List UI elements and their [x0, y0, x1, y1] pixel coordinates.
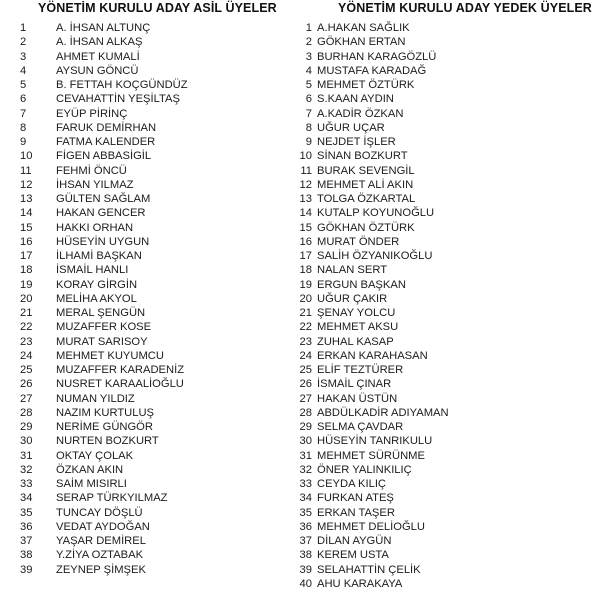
member-number: 6 [305, 93, 312, 106]
primary-member-row [20, 78, 188, 92]
member-number: 17 [20, 250, 33, 262]
member-number: 37 [20, 535, 33, 547]
member-number: 5 [305, 79, 312, 91]
member-number: 32 [20, 463, 33, 476]
primary-member-row [20, 50, 188, 64]
member-name: NALAN SERT [317, 264, 388, 277]
member-name: VEDAT AYDOĞAN [56, 520, 150, 533]
primary-member-row [20, 449, 188, 463]
member-number: 7 [305, 107, 312, 120]
member-number: 35 [20, 506, 33, 519]
substitute-member-row [296, 164, 449, 178]
member-name: A.KADİR ÖZKAN [317, 107, 404, 120]
primary-member-row [20, 420, 188, 434]
member-name: MEHMET SÜRÜNME [317, 449, 425, 462]
member-name: GÖKHAN ÖZTÜRK [317, 221, 415, 234]
member-number: 11 [300, 164, 312, 177]
member-name: BURHAN KARAGÖZLÜ [317, 50, 437, 63]
substitute-member-row [296, 221, 449, 235]
primary-member-row [20, 548, 188, 562]
substitute-member-row [296, 192, 449, 206]
substitute-member-row [296, 21, 449, 35]
member-number: 8 [20, 121, 27, 134]
member-name: MEHMET DELİOĞLU [317, 520, 425, 533]
substitute-member-row [296, 420, 449, 434]
substitute-members-heading: YÖNETİM KURULU ADAY YEDEK ÜYELER [338, 1, 592, 15]
substitute-member-row [296, 149, 449, 163]
member-name: OKTAY ÇOLAK [56, 449, 134, 462]
substitute-member-row [296, 520, 449, 534]
primary-member-row [20, 463, 188, 477]
member-name: TUNCAY DÖŞLÜ [56, 506, 143, 519]
substitute-member-row [296, 292, 449, 306]
substitute-member-row [296, 121, 449, 135]
member-number: 4 [305, 64, 312, 77]
member-number: 13 [299, 193, 312, 205]
member-number: 27 [299, 392, 312, 405]
member-number: 1 [20, 22, 27, 34]
member-name: AHU KARAKAYA [317, 577, 403, 590]
member-number: 7 [20, 107, 27, 120]
member-name: NERİME GÜNGÖR [56, 421, 153, 433]
member-number: 34 [299, 492, 312, 505]
member-number: 34 [20, 492, 33, 505]
member-name: EYÜP PİRİNÇ [56, 107, 128, 120]
member-name: ÖZKAN AKIN [56, 463, 124, 476]
member-name: FİGEN ABBASİGİL [56, 150, 152, 163]
member-number: 31 [299, 449, 312, 462]
member-name: ŞENAY YOLCU [317, 307, 396, 319]
primary-member-row [20, 363, 188, 377]
primary-member-row [20, 434, 188, 448]
primary-member-row [20, 64, 188, 78]
primary-member-row [20, 563, 188, 577]
substitute-member-row [296, 278, 449, 292]
member-name: NEJDET İŞLER [317, 136, 396, 148]
substitute-member-row [296, 563, 449, 577]
member-number: 20 [20, 292, 33, 305]
substitute-member-row [296, 178, 449, 192]
substitute-member-row [296, 306, 449, 320]
primary-member-row [20, 107, 188, 121]
member-number: 14 [299, 207, 312, 220]
member-number: 30 [20, 435, 33, 448]
member-number: 15 [299, 221, 312, 234]
member-number: 12 [299, 178, 312, 191]
member-name: KEREM USTA [317, 549, 389, 562]
primary-member-row [20, 135, 188, 149]
member-name: NURTEN BOZKURT [56, 435, 159, 448]
member-number: 4 [20, 64, 27, 77]
member-name: DİLAN AYGÜN [317, 535, 392, 547]
member-name: MERAL ŞENGÜN [56, 307, 146, 319]
member-number: 33 [20, 478, 33, 490]
member-number: 23 [20, 335, 33, 348]
member-number: 39 [20, 563, 33, 576]
member-name: KUTALP KOYUNOĞLU [317, 207, 435, 220]
member-number: 10 [20, 150, 33, 163]
primary-member-row [20, 506, 188, 520]
member-name: ZEYNEP ŞİMŞEK [56, 563, 146, 576]
member-name: A.HAKAN SAĞLIK [317, 22, 410, 34]
substitute-member-row [296, 491, 449, 505]
member-number: 14 [20, 207, 33, 220]
substitute-member-row [296, 320, 449, 334]
member-name: MURAT ÖNDER [317, 235, 400, 248]
primary-member-row [20, 278, 188, 292]
primary-member-row [20, 149, 188, 163]
member-name: SELAHATTİN ÇELİK [317, 563, 421, 576]
member-number: 38 [20, 549, 33, 562]
substitute-member-row [296, 335, 449, 349]
primary-member-row [20, 491, 188, 505]
member-number: 3 [305, 50, 312, 63]
member-number: 36 [299, 520, 312, 533]
substitute-member-row [296, 92, 449, 106]
substitute-member-row [296, 406, 449, 420]
member-number: 26 [20, 378, 33, 391]
member-name: MEHMET ÖZTÜRK [317, 79, 415, 91]
member-name: B. FETTAH KOÇGÜNDÜZ [56, 79, 188, 91]
member-name: ELİF TEZTÜRER [317, 364, 404, 376]
primary-member-row [20, 263, 188, 277]
member-name: A. İHSAN ALKAŞ [56, 36, 143, 49]
substitute-member-row [296, 463, 449, 477]
member-name: FARUK DEMİRHAN [56, 121, 157, 134]
member-name: UĞUR ÇAKIR [317, 292, 388, 305]
member-number: 18 [299, 264, 312, 277]
substitute-member-row [296, 363, 449, 377]
member-number: 24 [20, 349, 33, 362]
substitute-member-row [296, 577, 449, 591]
member-number: 25 [20, 364, 33, 376]
member-name: İLHAMİ BAŞKAN [56, 250, 142, 262]
member-name: Y.ZİYA OZTABAK [56, 549, 144, 562]
primary-member-row [20, 121, 188, 135]
member-name: ERKAN TAŞER [317, 506, 395, 519]
primary-member-row [20, 21, 188, 35]
member-name: ÖNER YALINKILIÇ [317, 463, 412, 476]
member-number: 6 [20, 93, 27, 106]
member-name: GÖKHAN ERTAN [317, 36, 406, 49]
member-number: 2 [305, 36, 312, 49]
member-number: 23 [299, 335, 312, 348]
member-number: 2 [20, 36, 27, 49]
member-number: 5 [20, 79, 27, 91]
member-name: FATMA KALENDER [56, 136, 156, 148]
substitute-member-row [296, 548, 449, 562]
member-number: 16 [20, 235, 33, 248]
primary-member-row [20, 306, 188, 320]
member-name: MELİHA AKYOL [56, 292, 137, 305]
member-number: 31 [20, 449, 33, 462]
member-number: 15 [20, 221, 33, 234]
member-name: NAZIM KURTULUŞ [56, 406, 155, 419]
member-name: İSMAİL ÇINAR [317, 378, 392, 391]
substitute-member-row [296, 506, 449, 520]
substitute-member-row [296, 235, 449, 249]
member-name: NUSRET KARAALİOĞLU [56, 378, 184, 391]
member-name: MURAT SARISOY [56, 335, 148, 348]
member-name: İSMAİL HANLI [56, 264, 129, 277]
substitute-member-row [296, 206, 449, 220]
substitute-member-row [296, 449, 449, 463]
member-name: HAKKI ORHAN [56, 221, 134, 234]
member-number: 21 [299, 307, 312, 319]
member-name: CEYDA KILIÇ [317, 478, 387, 490]
primary-member-row [20, 392, 188, 406]
primary-member-row [20, 349, 188, 363]
member-number: 9 [20, 136, 27, 148]
member-number: 40 [299, 577, 312, 590]
primary-member-row [20, 92, 188, 106]
member-name: KORAY GİRGİN [56, 278, 138, 291]
member-number: 38 [299, 549, 312, 562]
member-name: AHMET KUMALİ [56, 50, 140, 63]
member-name: SERAP TÜRKYILMAZ [56, 492, 168, 505]
member-name: UĞUR UÇAR [317, 121, 385, 134]
member-number: 29 [299, 421, 312, 433]
member-number: 18 [20, 264, 33, 277]
member-number: 13 [20, 193, 33, 205]
member-number: 30 [299, 435, 312, 448]
member-name: MUSTAFA KARADAĞ [317, 64, 427, 77]
member-name: MEHMET AKSU [317, 321, 399, 334]
member-number: 22 [299, 321, 312, 334]
primary-members-heading: YÖNETİM KURULU ADAY ASİL ÜYELER [38, 1, 277, 15]
primary-member-row [20, 178, 188, 192]
member-name: CEVAHATTİN YEŞİLTAŞ [56, 93, 180, 106]
member-number: 33 [299, 478, 312, 490]
member-number: 1 [305, 22, 312, 34]
member-name: HAKAN ÜSTÜN [317, 392, 398, 405]
member-number: 10 [299, 150, 312, 163]
member-name: NUMAN YILDIZ [56, 392, 135, 405]
member-number: 19 [299, 278, 312, 291]
member-name: S.KAAN AYDIN [317, 93, 394, 106]
substitute-member-row [296, 64, 449, 78]
primary-member-row [20, 406, 188, 420]
primary-member-row [20, 35, 188, 49]
substitute-member-row [296, 349, 449, 363]
member-name: SİNAN BOZKURT [317, 150, 408, 163]
member-name: ABDÜLKADİR ADIYAMAN [317, 406, 449, 419]
primary-member-row [20, 221, 188, 235]
member-number: 37 [299, 535, 312, 547]
member-number: 16 [299, 235, 312, 248]
member-number: 22 [20, 321, 33, 334]
substitute-member-row [296, 377, 449, 391]
primary-member-row [20, 292, 188, 306]
member-number: 19 [20, 278, 33, 291]
member-name: YAŞAR DEMİREL [56, 535, 146, 547]
substitute-member-row [296, 477, 449, 491]
member-number: 28 [299, 406, 312, 419]
primary-member-row [20, 477, 188, 491]
member-number: 32 [299, 463, 312, 476]
substitute-member-row [296, 249, 449, 263]
substitute-member-row [296, 434, 449, 448]
member-name: BURAK SEVENGİL [317, 164, 415, 177]
member-name: AYSUN GÖNCÜ [56, 64, 139, 77]
member-number: 17 [299, 250, 312, 262]
primary-member-row [20, 320, 188, 334]
substitute-member-row [296, 263, 449, 277]
substitute-member-row [296, 107, 449, 121]
substitute-member-row [296, 392, 449, 406]
member-name: FEHMİ ÖNCÜ [56, 164, 127, 177]
member-number: 36 [20, 520, 33, 533]
substitute-member-row [296, 135, 449, 149]
primary-member-row [20, 377, 188, 391]
member-number: 27 [20, 392, 33, 405]
member-number: 39 [299, 563, 312, 576]
primary-member-row [20, 192, 188, 206]
member-number: 8 [305, 121, 312, 134]
primary-member-row [20, 235, 188, 249]
member-name: SALİH ÖZYANIKOĞLU [317, 250, 433, 262]
primary-member-row [20, 249, 188, 263]
member-name: MUZAFFER KARADENİZ [56, 364, 185, 376]
primary-member-row [20, 335, 188, 349]
member-name: TOLGA ÖZKARTAL [317, 193, 416, 205]
primary-member-row [20, 206, 188, 220]
substitute-member-row [296, 50, 449, 64]
primary-members-list [20, 21, 188, 577]
member-name: GÜLTEN SAĞLAM [56, 193, 151, 205]
member-name: FURKAN ATEŞ [317, 492, 394, 505]
member-name: HÜSEYİN UYGUN [56, 235, 150, 248]
primary-member-row [20, 164, 188, 178]
member-number: 26 [299, 378, 312, 391]
member-name: MUZAFFER KOSE [56, 321, 152, 334]
member-name: ZUHAL KASAP [317, 335, 394, 348]
member-number: 11 [20, 164, 32, 177]
member-number: 24 [299, 349, 312, 362]
member-name: MEHMET ALİ AKIN [317, 178, 414, 191]
primary-member-row [20, 520, 188, 534]
substitute-member-row [296, 534, 449, 548]
member-number: 35 [299, 506, 312, 519]
member-name: HÜSEYİN TANRIKULU [317, 435, 433, 448]
member-name: İHSAN YILMAZ [56, 178, 134, 191]
substitute-member-row [296, 35, 449, 49]
primary-member-row [20, 534, 188, 548]
member-number: 20 [299, 292, 312, 305]
member-name: A. İHSAN ALTUNÇ [56, 22, 151, 34]
member-number: 28 [20, 406, 33, 419]
member-number: 9 [305, 136, 312, 148]
member-name: HAKAN GENCER [56, 207, 146, 220]
substitute-member-row [296, 78, 449, 92]
member-name: SAİM MISIRLI [56, 478, 127, 490]
member-number: 21 [20, 307, 33, 319]
member-number: 12 [20, 178, 33, 191]
member-name: ERGUN BAŞKAN [317, 278, 406, 291]
member-number: 25 [299, 364, 312, 376]
member-name: MEHMET KUYUMCU [56, 349, 164, 362]
substitute-members-list [296, 21, 449, 591]
member-name: ERKAN KARAHASAN [317, 349, 428, 362]
member-number: 3 [20, 50, 27, 63]
member-name: SELMA ÇAVDAR [317, 421, 404, 433]
member-number: 29 [20, 421, 33, 433]
